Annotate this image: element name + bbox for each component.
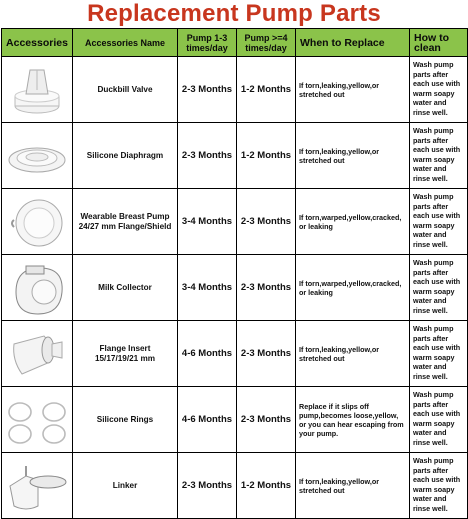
header-pump-high: Pump >=4 times/day	[237, 29, 296, 57]
milk-collector-icon	[4, 258, 70, 318]
when-to-replace: If torn,warped,yellow,cracked, or leaking	[296, 189, 410, 255]
header-pump-low: Pump 1-3 times/day	[178, 29, 237, 57]
part-image-cell	[2, 57, 73, 123]
part-name: Silicone Diaphragm	[73, 123, 178, 189]
pump-high-interval: 2-3 Months	[237, 189, 296, 255]
pump-high-interval: 2-3 Months	[237, 387, 296, 453]
how-to-clean: Wash pump parts after each use with warm soapy water and rinse well.	[410, 255, 468, 321]
duckbill-valve-icon	[4, 60, 70, 120]
pump-low-interval: 3-4 Months	[178, 255, 237, 321]
pump-low-interval: 3-4 Months	[178, 189, 237, 255]
flange-shield-icon	[4, 192, 70, 252]
how-to-clean: Wash pump parts after each use with warm soapy water and rinse well.	[410, 387, 468, 453]
header-accessories: Accessories	[2, 29, 73, 57]
part-image-cell	[2, 255, 73, 321]
pump-high-interval: 2-3 Months	[237, 255, 296, 321]
when-to-replace: If torn,warped,yellow,cracked, or leaking	[296, 255, 410, 321]
when-to-replace: If torn,leaking,yellow,or stretched out	[296, 453, 410, 519]
part-image-cell	[2, 321, 73, 387]
pump-high-interval: 1-2 Months	[237, 57, 296, 123]
table-row	[2, 387, 468, 453]
silicone-rings-icon	[4, 390, 70, 450]
pump-high-interval: 1-2 Months	[237, 453, 296, 519]
table-row	[2, 123, 468, 189]
when-to-replace: If torn,leaking,yellow,or stretched out	[296, 321, 410, 387]
part-name: Wearable Breast Pump 24/27 mm Flange/Shield	[73, 189, 178, 255]
when-to-replace: If torn,leaking,yellow,or stretched out	[296, 123, 410, 189]
part-image-cell	[2, 123, 73, 189]
table-row	[2, 453, 468, 519]
how-to-clean: Wash pump parts after each use with warm soapy water and rinse well.	[410, 453, 468, 519]
table-row	[2, 255, 468, 321]
replacement-parts-table	[1, 28, 468, 519]
when-to-replace: If torn,leaking,yellow,or stretched out	[296, 57, 410, 123]
part-image-cell	[2, 189, 73, 255]
how-to-clean: Wash pump parts after each use with warm soapy water and rinse well.	[410, 57, 468, 123]
table-row	[2, 57, 468, 123]
page-title: Replacement Pump Parts	[87, 0, 381, 27]
how-to-clean: Wash pump parts after each use with warm soapy water and rinse well.	[410, 123, 468, 189]
linker-icon	[4, 456, 70, 516]
header-how-to-clean: How to clean	[410, 29, 468, 57]
header-row	[2, 29, 468, 57]
how-to-clean: Wash pump parts after each use with warm soapy water and rinse well.	[410, 189, 468, 255]
pump-high-interval: 1-2 Months	[237, 123, 296, 189]
how-to-clean: Wash pump parts after each use with warm soapy water and rinse well.	[410, 321, 468, 387]
part-name: Flange Insert 15/17/19/21 mm	[73, 321, 178, 387]
part-image-cell	[2, 387, 73, 453]
silicone-diaphragm-icon	[4, 126, 70, 186]
pump-low-interval: 4-6 Months	[178, 387, 237, 453]
pump-low-interval: 2-3 Months	[178, 57, 237, 123]
pump-low-interval: 2-3 Months	[178, 453, 237, 519]
part-name: Linker	[73, 453, 178, 519]
part-name: Duckbill Valve	[73, 57, 178, 123]
pump-low-interval: 4-6 Months	[178, 321, 237, 387]
when-to-replace: Replace if it slips off pump,becomes loose,yellow, or you can hear escaping from your pump.	[296, 387, 410, 453]
flange-insert-icon	[4, 324, 70, 384]
header-name: Accessories Name	[73, 29, 178, 57]
pump-low-interval: 2-3 Months	[178, 123, 237, 189]
table-row	[2, 321, 468, 387]
part-name: Milk Collector	[73, 255, 178, 321]
header-when-to-replace: When to Replace	[296, 29, 410, 57]
part-image-cell	[2, 453, 73, 519]
part-name: Silicone Rings	[73, 387, 178, 453]
table-row	[2, 189, 468, 255]
pump-high-interval: 2-3 Months	[237, 321, 296, 387]
